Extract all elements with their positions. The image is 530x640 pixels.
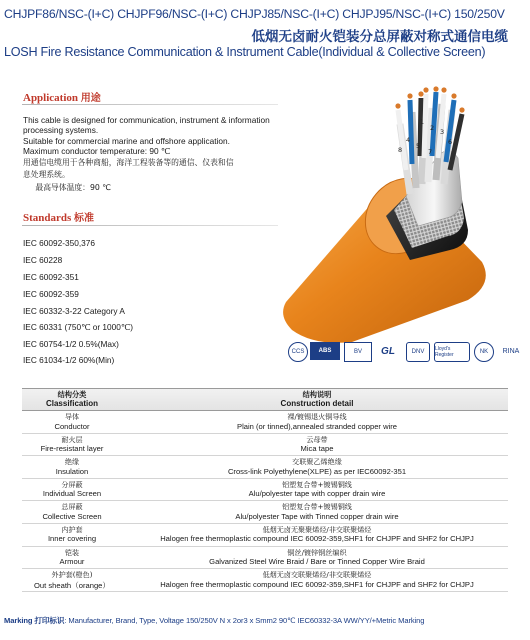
cert-name: GL xyxy=(381,345,395,357)
cable-illustration xyxy=(282,84,528,346)
dnv-logo-icon xyxy=(406,342,430,362)
class-en: Inner covering xyxy=(47,534,97,544)
detail-cn: 交联聚乙烯绝缘 xyxy=(292,457,342,467)
table-row xyxy=(22,547,508,570)
marking-label: Marking 打印标识 xyxy=(4,616,65,625)
class-en: Individual Screen xyxy=(42,489,102,499)
standards-heading-cn: 标准 xyxy=(74,213,95,224)
cert-name: CCS xyxy=(291,349,305,355)
nk-logo-icon xyxy=(474,342,494,362)
detail-en: Mica tape xyxy=(300,444,334,454)
application-divider xyxy=(22,104,278,105)
standards-heading xyxy=(23,209,94,224)
application-line-3: Suitable for commercial marine and offshore application. xyxy=(23,136,230,146)
pair-label: 7 xyxy=(428,148,433,156)
standard-item: IEC 60332-3-22 Category A xyxy=(23,306,125,316)
cert-name: BV xyxy=(353,349,362,355)
table-header xyxy=(22,388,508,411)
title-english: LOSH Fire Resistance Communication & Instrument Cable(Individual & Collective Screen) xyxy=(4,45,486,59)
detail-en: Cross-link Polyethylene(XLPE) as per IEC60092-351 xyxy=(227,466,407,476)
standard-item: IEC 60092-350,376 xyxy=(23,238,95,248)
detail-cn: 云母带 xyxy=(306,434,328,444)
cert-name: Lloyd's Register xyxy=(435,346,454,358)
class-cn: 导体 xyxy=(64,412,80,421)
marking-text: : Manufacturer, Brand, Type, Voltage 150/250V N x 2or3 x Smm2 90℃ IEC60332-3A WW/YY/+Metric Marking xyxy=(64,616,425,625)
detail-cn: 裸/镀锡退火铜导线 xyxy=(287,412,347,421)
class-en: Conductor xyxy=(54,421,90,431)
standards-heading-en: Standards xyxy=(23,212,72,224)
classification-header-en: Classification xyxy=(45,399,98,408)
cert-name: ABS xyxy=(318,348,332,354)
standard-item: IEC 61034-1/2 60%(Min) xyxy=(23,355,115,365)
class-cn: 总屏蔽 xyxy=(61,502,83,512)
class-cn: 分屏蔽 xyxy=(61,479,83,489)
table-row xyxy=(22,501,508,524)
detail-en: Alu/polyester Tape with Tinned copper drain wire xyxy=(235,511,399,521)
pair-label: 8 xyxy=(398,146,403,154)
class-cn: 内护套 xyxy=(61,524,83,534)
application-line-2: processing systems. xyxy=(23,125,99,135)
bv-logo-icon xyxy=(344,342,372,362)
table-row xyxy=(22,479,508,502)
class-cn: 铠装 xyxy=(64,547,80,557)
detail-cn: 低烟无卤无聚聚烯烃/非交联聚烯烃 xyxy=(262,524,372,534)
application-heading-cn: 用途 xyxy=(80,93,101,104)
standards-divider xyxy=(22,225,278,226)
detail-en: Alu/polyester tape with copper drain wire xyxy=(248,489,386,499)
application-heading-en: Application xyxy=(23,92,79,104)
certification-logos xyxy=(288,340,526,362)
class-en: Insulation xyxy=(55,466,89,476)
application-line-6: 息处理系统。 xyxy=(23,170,70,179)
standard-item: IEC 60092-351 xyxy=(23,272,79,282)
standard-item: IEC 60092-359 xyxy=(23,289,79,299)
cert-name: RINA xyxy=(502,347,520,355)
marking-line xyxy=(4,615,528,626)
pair-label: 2 xyxy=(430,124,435,132)
table-row xyxy=(22,524,508,547)
detail-cn: 铜丝/镀锌钢丝编织 xyxy=(287,547,347,557)
class-en: Armour xyxy=(59,557,85,567)
table-row xyxy=(22,456,508,479)
cert-name: NK xyxy=(479,349,489,355)
lloyds-logo-icon xyxy=(434,342,470,362)
class-en: Out sheath（orange） xyxy=(34,580,110,590)
application-line-5: 用通信电缆用于各种商船，海洋工程装备等的通信、仪表和信 xyxy=(23,158,234,167)
pair-label: 5 xyxy=(416,142,421,150)
class-en: Fire-resistant layer xyxy=(40,444,104,454)
class-cn: 耐火层 xyxy=(61,434,83,444)
standard-item: IEC 60228 xyxy=(23,255,63,265)
abs-logo-icon xyxy=(310,342,340,360)
cert-name: DNV xyxy=(411,349,425,355)
table-row xyxy=(22,434,508,457)
application-line-7: 最高导体温度：90 ℃ xyxy=(23,183,112,192)
detail-cn: 铝塑复合带+镀锡铜线 xyxy=(282,502,352,512)
standard-item: IEC 60331 (750℃ or 1000℃) xyxy=(23,322,133,332)
detail-en: Halogen free thermoplastic compound IEC 60092-359,SHF1 for CHJPF and SHF2 for CHJPJ xyxy=(160,579,474,589)
detail-cn: 铝塑复合带+镀锡铜线 xyxy=(282,479,352,489)
application-line-1: This cable is designed for communication, instrument & information xyxy=(23,115,270,125)
class-cn: 绝缘 xyxy=(64,457,80,467)
pair-label: 1 xyxy=(420,118,425,126)
detail-cn: 低烟无卤交联聚烯烃/非交联聚烯烃 xyxy=(262,570,372,580)
ccs-logo-icon xyxy=(288,342,308,362)
class-en: Collective Screen xyxy=(42,511,102,521)
gl-logo-icon xyxy=(376,342,400,360)
application-heading xyxy=(23,89,101,104)
pair-label: 3 xyxy=(440,128,445,136)
rina-logo-icon xyxy=(496,342,526,360)
detail-header-en: Construction detail xyxy=(280,399,354,408)
detail-header-cn: 结构说明 xyxy=(302,390,332,399)
application-line-4: Maximum conductor temperature: 90 ℃ xyxy=(23,146,171,156)
title-chinese: 低烟无卤耐火铠装分总屏蔽对称式通信电缆 xyxy=(251,29,508,45)
detail-en: Plain (or tinned),annealed stranded copper wire xyxy=(237,421,397,431)
classification-header-cn: 结构分类 xyxy=(57,390,87,399)
pair-label: 4 xyxy=(406,136,411,144)
detail-en: Halogen free thermoplastic compound IEC 60092-359,SHF1 for CHJPF and SHF2 for CHJPJ xyxy=(160,534,474,544)
pair-label: 6 xyxy=(448,138,453,146)
model-codes: CHJPF86/NSC-(I+C) CHJPF96/NSC-(I+C) CHJPJ85/NSC-(I+C) CHJPJ95/NSC-(I+C) 150/250V xyxy=(4,7,505,21)
standard-item: IEC 60754-1/2 0.5%(Max) xyxy=(23,339,119,349)
detail-en: Galvanized Steel Wire Braid / Bare or Tinned Copper Wire Braid xyxy=(209,557,425,567)
construction-table xyxy=(22,388,508,592)
table-row xyxy=(22,569,508,592)
table-row xyxy=(22,411,508,434)
class-cn: 外护套(橙色) xyxy=(51,570,93,580)
